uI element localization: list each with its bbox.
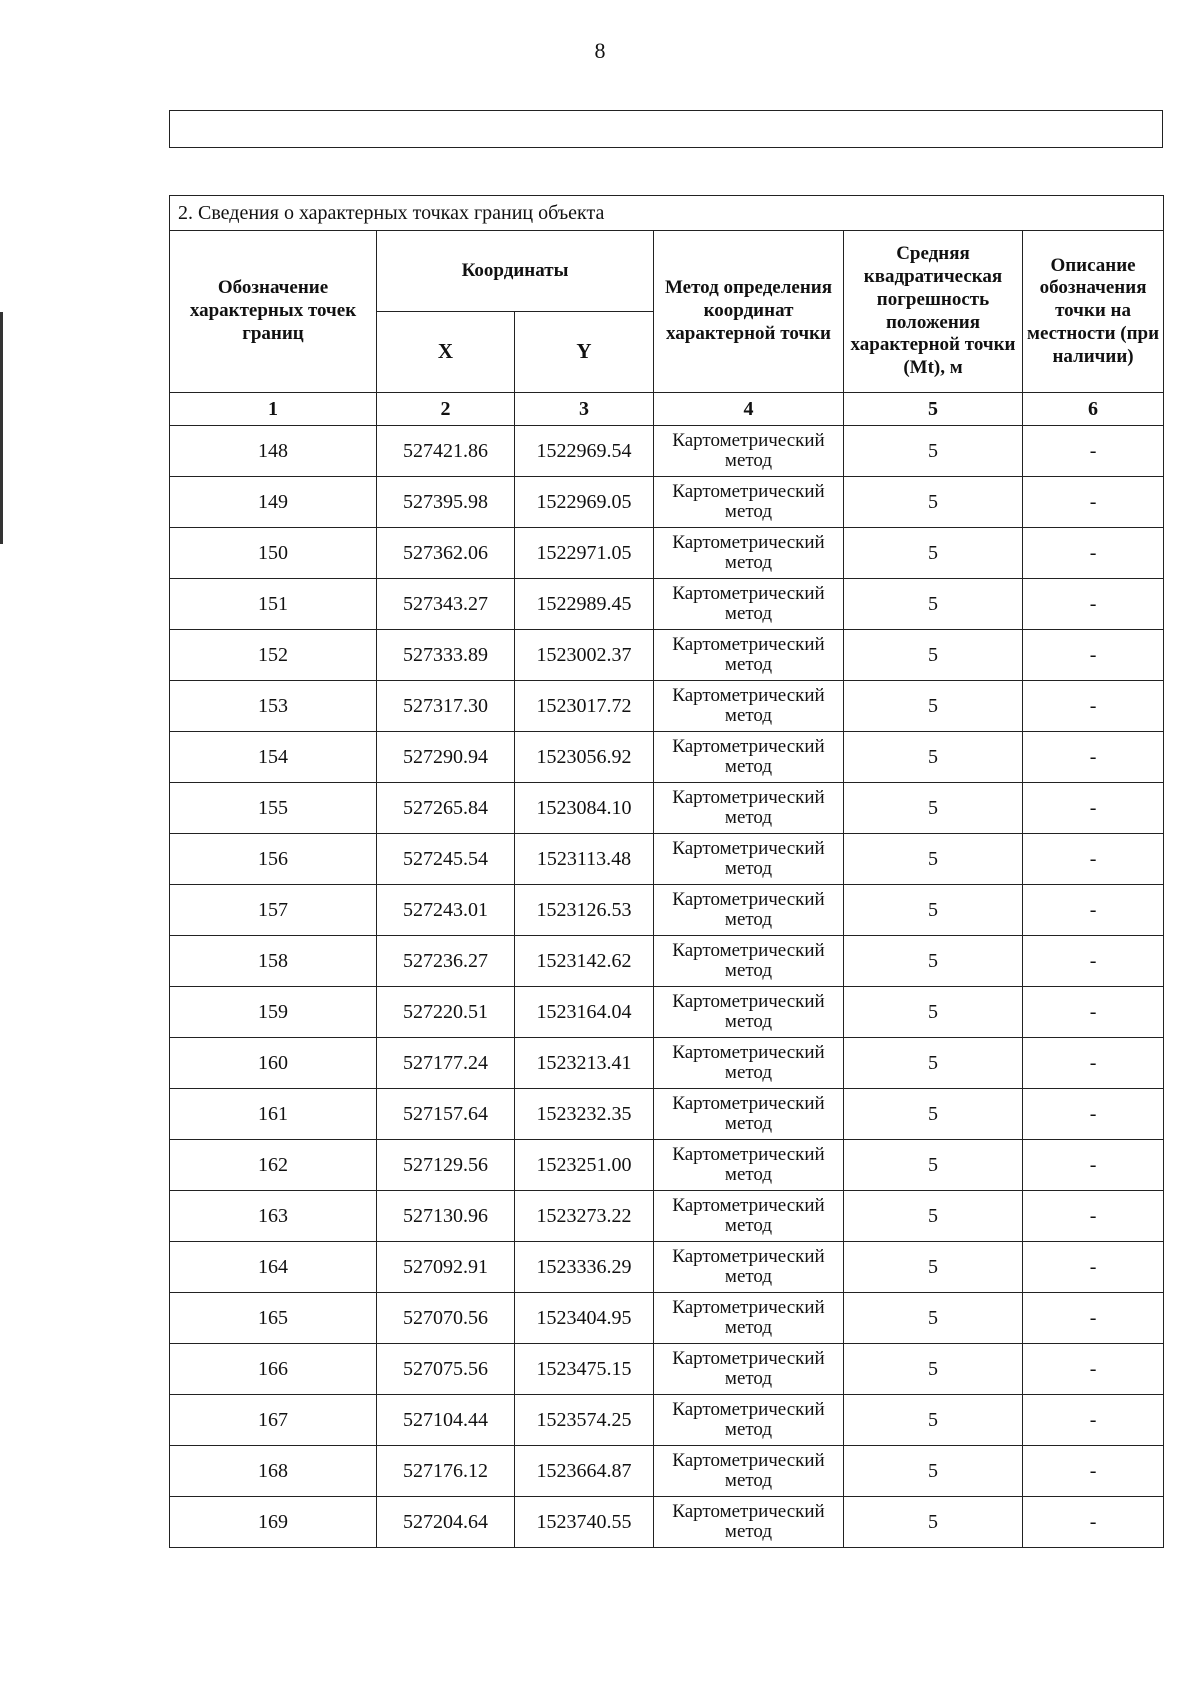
point-id-cell: 166 bbox=[170, 1344, 377, 1395]
x-coordinate-cell: 527092.91 bbox=[377, 1242, 515, 1293]
description-cell: - bbox=[1023, 732, 1164, 783]
table-row bbox=[170, 681, 1164, 732]
error-cell: 5 bbox=[844, 1140, 1023, 1191]
error-cell: 5 bbox=[844, 1395, 1023, 1446]
column-number: 3 bbox=[515, 393, 654, 426]
point-id-cell: 159 bbox=[170, 987, 377, 1038]
description-cell: - bbox=[1023, 987, 1164, 1038]
table-row bbox=[170, 1497, 1164, 1548]
y-coordinate-cell: 1523740.55 bbox=[515, 1497, 654, 1548]
point-id-cell: 168 bbox=[170, 1446, 377, 1497]
description-cell: - bbox=[1023, 630, 1164, 681]
section-title: 2. Сведения о характерных точках границ объекта bbox=[170, 196, 1164, 231]
error-cell: 5 bbox=[844, 987, 1023, 1038]
y-coordinate-cell: 1523002.37 bbox=[515, 630, 654, 681]
point-id-cell: 158 bbox=[170, 936, 377, 987]
x-coordinate-cell: 527130.96 bbox=[377, 1191, 515, 1242]
error-cell: 5 bbox=[844, 1293, 1023, 1344]
table-row bbox=[170, 1293, 1164, 1344]
method-cell: Картометрический метод bbox=[654, 1395, 844, 1446]
method-cell: Картометрический метод bbox=[654, 732, 844, 783]
x-coordinate-cell: 527157.64 bbox=[377, 1089, 515, 1140]
error-cell: 5 bbox=[844, 783, 1023, 834]
description-cell: - bbox=[1023, 426, 1164, 477]
description-cell: - bbox=[1023, 936, 1164, 987]
error-cell: 5 bbox=[844, 732, 1023, 783]
description-cell: - bbox=[1023, 1089, 1164, 1140]
method-cell: Картометрический метод bbox=[654, 987, 844, 1038]
table-row bbox=[170, 885, 1164, 936]
error-cell: 5 bbox=[844, 1191, 1023, 1242]
table-row bbox=[170, 1395, 1164, 1446]
point-id-cell: 157 bbox=[170, 885, 377, 936]
y-coordinate-cell: 1523251.00 bbox=[515, 1140, 654, 1191]
error-cell: 5 bbox=[844, 681, 1023, 732]
x-coordinate-cell: 527333.89 bbox=[377, 630, 515, 681]
method-cell: Картометрический метод bbox=[654, 426, 844, 477]
table-row bbox=[170, 987, 1164, 1038]
method-cell: Картометрический метод bbox=[654, 1497, 844, 1548]
table-body bbox=[170, 426, 1164, 1548]
table-row bbox=[170, 834, 1164, 885]
method-cell: Картометрический метод bbox=[654, 681, 844, 732]
method-cell: Картометрический метод bbox=[654, 1293, 844, 1344]
description-cell: - bbox=[1023, 1242, 1164, 1293]
error-cell: 5 bbox=[844, 528, 1023, 579]
method-cell: Картометрический метод bbox=[654, 630, 844, 681]
point-id-cell: 162 bbox=[170, 1140, 377, 1191]
table-row bbox=[170, 1446, 1164, 1497]
point-id-cell: 155 bbox=[170, 783, 377, 834]
x-coordinate-cell: 527245.54 bbox=[377, 834, 515, 885]
error-cell: 5 bbox=[844, 1446, 1023, 1497]
point-id-cell: 153 bbox=[170, 681, 377, 732]
y-coordinate-cell: 1523126.53 bbox=[515, 885, 654, 936]
column-number: 1 bbox=[170, 393, 377, 426]
boundary-points-table bbox=[169, 195, 1164, 1548]
error-cell: 5 bbox=[844, 834, 1023, 885]
description-cell: - bbox=[1023, 1344, 1164, 1395]
method-cell: Картометрический метод bbox=[654, 1089, 844, 1140]
empty-header-box bbox=[169, 110, 1163, 148]
x-coordinate-cell: 527317.30 bbox=[377, 681, 515, 732]
y-coordinate-cell: 1523164.04 bbox=[515, 987, 654, 1038]
column-number-row bbox=[170, 393, 1164, 426]
description-cell: - bbox=[1023, 1191, 1164, 1242]
method-cell: Картометрический метод bbox=[654, 579, 844, 630]
page-number: 8 bbox=[594, 38, 606, 63]
y-coordinate-cell: 1523056.92 bbox=[515, 732, 654, 783]
point-id-cell: 152 bbox=[170, 630, 377, 681]
method-cell: Картометрический метод bbox=[654, 477, 844, 528]
method-cell: Картометрический метод bbox=[654, 1191, 844, 1242]
method-cell: Картометрический метод bbox=[654, 1242, 844, 1293]
description-cell: - bbox=[1023, 783, 1164, 834]
description-cell: - bbox=[1023, 528, 1164, 579]
point-id-cell: 154 bbox=[170, 732, 377, 783]
y-coordinate-cell: 1523475.15 bbox=[515, 1344, 654, 1395]
point-id-cell: 167 bbox=[170, 1395, 377, 1446]
method-cell: Картометрический метод bbox=[654, 1140, 844, 1191]
margin-line bbox=[0, 312, 3, 544]
method-cell: Картометрический метод bbox=[654, 1344, 844, 1395]
column-number: 6 bbox=[1023, 393, 1164, 426]
y-coordinate-cell: 1523404.95 bbox=[515, 1293, 654, 1344]
description-cell: - bbox=[1023, 1140, 1164, 1191]
x-coordinate-cell: 527395.98 bbox=[377, 477, 515, 528]
error-cell: 5 bbox=[844, 1242, 1023, 1293]
table-row bbox=[170, 579, 1164, 630]
table-row bbox=[170, 783, 1164, 834]
point-id-cell: 150 bbox=[170, 528, 377, 579]
x-coordinate-cell: 527176.12 bbox=[377, 1446, 515, 1497]
method-cell: Картометрический метод bbox=[654, 834, 844, 885]
y-coordinate-cell: 1522971.05 bbox=[515, 528, 654, 579]
error-cell: 5 bbox=[844, 1497, 1023, 1548]
point-id-cell: 148 bbox=[170, 426, 377, 477]
y-coordinate-cell: 1523232.35 bbox=[515, 1089, 654, 1140]
y-coordinate-cell: 1523017.72 bbox=[515, 681, 654, 732]
table-row bbox=[170, 630, 1164, 681]
point-id-cell: 164 bbox=[170, 1242, 377, 1293]
table-row bbox=[170, 936, 1164, 987]
x-coordinate-cell: 527070.56 bbox=[377, 1293, 515, 1344]
column-number: 2 bbox=[377, 393, 515, 426]
description-cell: - bbox=[1023, 1293, 1164, 1344]
method-cell: Картометрический метод bbox=[654, 1038, 844, 1089]
description-cell: - bbox=[1023, 1497, 1164, 1548]
table-row bbox=[170, 528, 1164, 579]
header-y: Y bbox=[515, 312, 654, 393]
y-coordinate-cell: 1523336.29 bbox=[515, 1242, 654, 1293]
table-row bbox=[170, 1344, 1164, 1395]
error-cell: 5 bbox=[844, 1038, 1023, 1089]
x-coordinate-cell: 527075.56 bbox=[377, 1344, 515, 1395]
error-cell: 5 bbox=[844, 477, 1023, 528]
method-cell: Картометрический метод bbox=[654, 528, 844, 579]
x-coordinate-cell: 527236.27 bbox=[377, 936, 515, 987]
method-cell: Картометрический метод bbox=[654, 783, 844, 834]
error-cell: 5 bbox=[844, 579, 1023, 630]
x-coordinate-cell: 527362.06 bbox=[377, 528, 515, 579]
y-coordinate-cell: 1523664.87 bbox=[515, 1446, 654, 1497]
y-coordinate-cell: 1522969.05 bbox=[515, 477, 654, 528]
y-coordinate-cell: 1522969.54 bbox=[515, 426, 654, 477]
x-coordinate-cell: 527104.44 bbox=[377, 1395, 515, 1446]
error-cell: 5 bbox=[844, 885, 1023, 936]
point-id-cell: 161 bbox=[170, 1089, 377, 1140]
column-number: 4 bbox=[654, 393, 844, 426]
x-coordinate-cell: 527421.86 bbox=[377, 426, 515, 477]
point-id-cell: 149 bbox=[170, 477, 377, 528]
header-method: Метод определения координат характерной точки bbox=[654, 231, 844, 393]
method-cell: Картометрический метод bbox=[654, 885, 844, 936]
point-id-cell: 163 bbox=[170, 1191, 377, 1242]
table-row bbox=[170, 477, 1164, 528]
y-coordinate-cell: 1523084.10 bbox=[515, 783, 654, 834]
table-row bbox=[170, 426, 1164, 477]
table-row bbox=[170, 1242, 1164, 1293]
y-coordinate-cell: 1522989.45 bbox=[515, 579, 654, 630]
y-coordinate-cell: 1523113.48 bbox=[515, 834, 654, 885]
header-coordinates: Координаты bbox=[377, 231, 654, 312]
point-id-cell: 169 bbox=[170, 1497, 377, 1548]
description-cell: - bbox=[1023, 1395, 1164, 1446]
y-coordinate-cell: 1523273.22 bbox=[515, 1191, 654, 1242]
x-coordinate-cell: 527265.84 bbox=[377, 783, 515, 834]
error-cell: 5 bbox=[844, 630, 1023, 681]
table-row bbox=[170, 732, 1164, 783]
point-id-cell: 151 bbox=[170, 579, 377, 630]
method-cell: Картометрический метод bbox=[654, 936, 844, 987]
x-coordinate-cell: 527220.51 bbox=[377, 987, 515, 1038]
description-cell: - bbox=[1023, 681, 1164, 732]
point-id-cell: 165 bbox=[170, 1293, 377, 1344]
x-coordinate-cell: 527243.01 bbox=[377, 885, 515, 936]
description-cell: - bbox=[1023, 477, 1164, 528]
description-cell: - bbox=[1023, 885, 1164, 936]
error-cell: 5 bbox=[844, 936, 1023, 987]
x-coordinate-cell: 527177.24 bbox=[377, 1038, 515, 1089]
method-cell: Картометрический метод bbox=[654, 1446, 844, 1497]
table-row bbox=[170, 1038, 1164, 1089]
description-cell: - bbox=[1023, 1446, 1164, 1497]
table-row bbox=[170, 1191, 1164, 1242]
table-row bbox=[170, 1140, 1164, 1191]
table-row bbox=[170, 1089, 1164, 1140]
header-designation: Обозначение характерных точек границ bbox=[170, 231, 377, 393]
header-description: Описание обозначения точки на местности (при наличии) bbox=[1023, 231, 1164, 393]
error-cell: 5 bbox=[844, 426, 1023, 477]
y-coordinate-cell: 1523213.41 bbox=[515, 1038, 654, 1089]
x-coordinate-cell: 527204.64 bbox=[377, 1497, 515, 1548]
description-cell: - bbox=[1023, 1038, 1164, 1089]
description-cell: - bbox=[1023, 579, 1164, 630]
x-coordinate-cell: 527290.94 bbox=[377, 732, 515, 783]
x-coordinate-cell: 527343.27 bbox=[377, 579, 515, 630]
header-x: X bbox=[377, 312, 515, 393]
error-cell: 5 bbox=[844, 1344, 1023, 1395]
header-error: Средняя квадратическая погрешность положения характерной точки (Mt), м bbox=[844, 231, 1023, 393]
x-coordinate-cell: 527129.56 bbox=[377, 1140, 515, 1191]
column-number: 5 bbox=[844, 393, 1023, 426]
error-cell: 5 bbox=[844, 1089, 1023, 1140]
description-cell: - bbox=[1023, 834, 1164, 885]
point-id-cell: 160 bbox=[170, 1038, 377, 1089]
point-id-cell: 156 bbox=[170, 834, 377, 885]
y-coordinate-cell: 1523142.62 bbox=[515, 936, 654, 987]
y-coordinate-cell: 1523574.25 bbox=[515, 1395, 654, 1446]
